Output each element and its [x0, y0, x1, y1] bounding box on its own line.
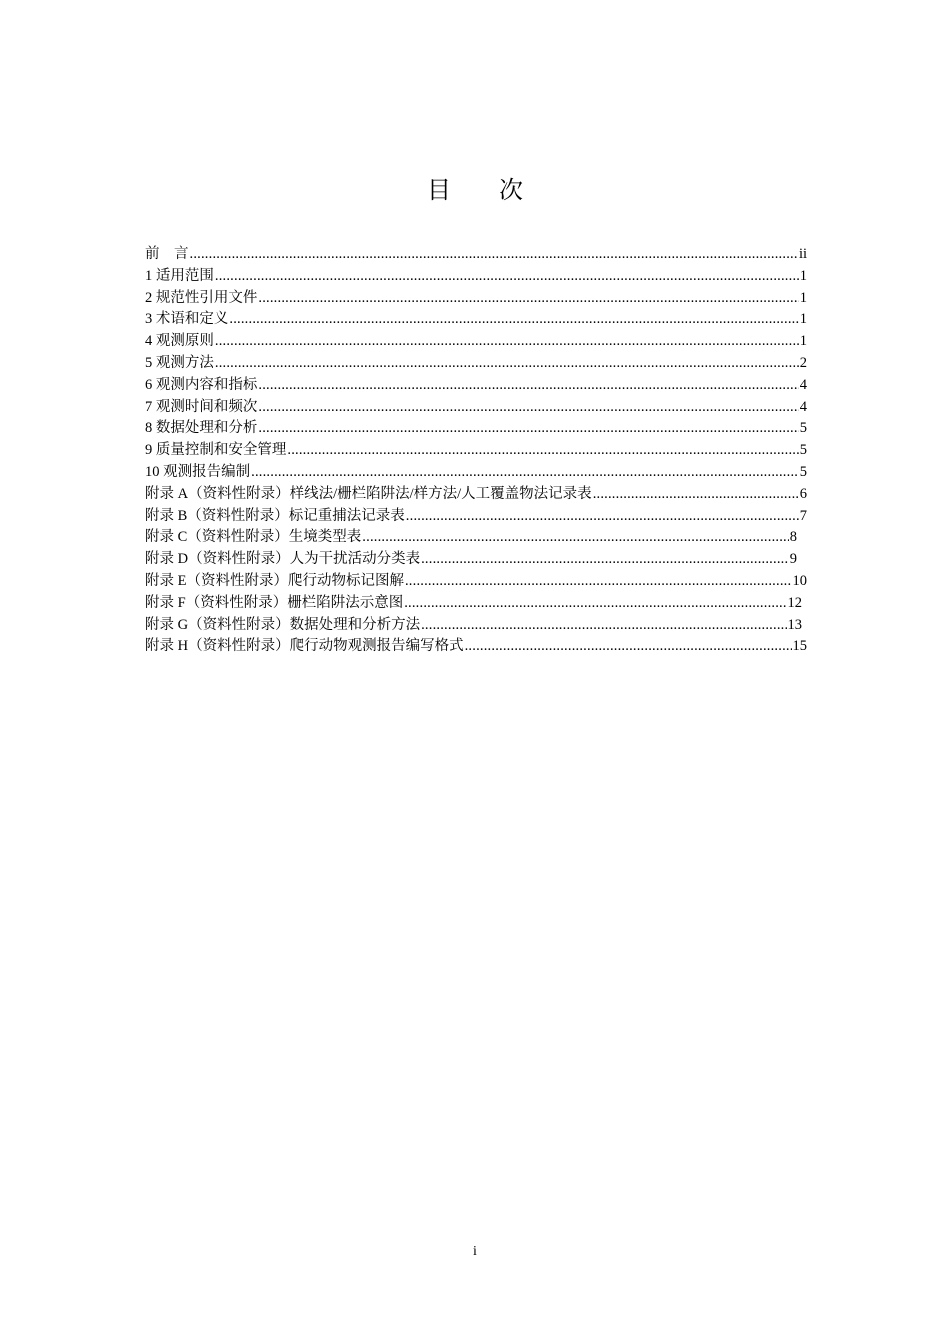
toc-entry-page: 5 [799, 420, 807, 437]
toc-entry-label: 附录 B（资料性附录）标记重捕法记录表 [145, 507, 405, 524]
toc-dot-leader [190, 244, 798, 266]
toc-entry-page: 1 [799, 311, 807, 328]
toc-entry-page: 7 [799, 507, 807, 524]
toc-dot-leader [215, 331, 799, 353]
toc-entry-label: 9 质量控制和安全管理 [145, 442, 287, 459]
toc-entry-6[interactable] [145, 375, 807, 397]
toc-entry-4[interactable] [145, 331, 807, 353]
toc-entry-1[interactable] [145, 266, 807, 288]
toc-entry-label: 2 规范性引用文件 [145, 289, 258, 306]
toc-entry-label: 附录 D（资料性附录）人为干扰活动分类表 [145, 551, 421, 568]
page-number: i [473, 1244, 477, 1259]
toc-entry-page: 12 [787, 594, 802, 611]
toc-entry-page: 1 [799, 267, 807, 284]
toc-entry-appendix-b[interactable] [145, 506, 807, 528]
toc-entry-2[interactable] [145, 288, 807, 310]
toc-entry-label: 附录 G（资料性附录）数据处理和分析方法 [145, 616, 421, 633]
toc-entry-page: ii [798, 246, 807, 262]
toc-entry-label: 附录 C（资料性附录）生境类型表 [145, 529, 362, 546]
toc-entry-3[interactable] [145, 309, 807, 331]
toc-entry-label: 6 观测内容和指标 [145, 376, 258, 393]
toc-dot-leader [215, 353, 799, 375]
title-char-2: 次 [499, 176, 523, 204]
toc-entry-label: 4 观测原则 [145, 333, 214, 350]
table-of-contents [145, 244, 807, 658]
toc-entry-page: 5 [799, 463, 807, 480]
toc-entry-page: 9 [789, 551, 797, 568]
toc-dot-leader [465, 636, 792, 658]
toc-entry-7[interactable] [145, 397, 807, 419]
toc-entry-label: 前 言 [145, 246, 189, 262]
toc-entry-label: 附录 H（资料性附录）爬行动物观测报告编写格式 [145, 638, 464, 655]
toc-dot-leader [258, 375, 798, 397]
toc-entry-page: 4 [799, 376, 807, 393]
toc-dot-leader [258, 288, 798, 310]
toc-entry-page: 4 [799, 398, 807, 415]
toc-dot-leader [362, 527, 788, 549]
toc-entry-page: 6 [799, 485, 807, 502]
toc-entry-appendix-e[interactable] [145, 571, 807, 593]
toc-dot-leader [287, 440, 798, 462]
toc-dot-leader [404, 593, 786, 615]
toc-dot-leader [406, 506, 799, 528]
toc-entry-label: 附录 E（资料性附录）爬行动物标记图解 [145, 572, 404, 589]
toc-entry-label: 8 数据处理和分析 [145, 420, 258, 437]
toc-entry-page: 8 [789, 529, 797, 546]
toc-entry-page: 5 [799, 442, 807, 459]
toc-dot-leader [258, 397, 798, 419]
toc-dot-leader [215, 266, 799, 288]
toc-entry-label: 附录 F（资料性附录）栅栏陷阱法示意图 [145, 594, 404, 611]
toc-entry-label: 3 术语和定义 [145, 311, 229, 328]
toc-dot-leader [593, 484, 799, 506]
toc-dot-leader [229, 309, 798, 331]
toc-dot-leader [405, 571, 792, 593]
toc-entry-8[interactable] [145, 418, 807, 440]
toc-entry-page: 15 [792, 638, 807, 655]
toc-entry-9[interactable] [145, 440, 807, 462]
toc-entry-page: 1 [799, 289, 807, 306]
toc-dot-leader [421, 549, 789, 571]
toc-entry-label: 7 观测时间和频次 [145, 398, 258, 415]
toc-entry-page: 13 [787, 616, 802, 633]
toc-entry-appendix-h[interactable] [145, 636, 807, 658]
toc-entry-appendix-d[interactable] [145, 549, 797, 571]
toc-entry-label: 附录 A（资料性附录）样线法/栅栏陷阱法/样方法/人工覆盖物法记录表 [145, 485, 592, 502]
page-title [0, 172, 950, 208]
toc-entry-label: 1 适用范围 [145, 267, 214, 284]
toc-entry-appendix-c[interactable] [145, 527, 797, 549]
toc-entry-label: 5 观测方法 [145, 354, 214, 371]
toc-entry-page: 10 [792, 572, 807, 589]
title-char-1: 目 [427, 176, 451, 204]
toc-entry-page: 2 [799, 354, 807, 371]
toc-entry-foreword[interactable] [145, 244, 807, 266]
toc-entry-page: 1 [799, 333, 807, 350]
toc-entry-appendix-g[interactable] [145, 615, 802, 637]
toc-entry-label: 10 观测报告编制 [145, 463, 251, 480]
toc-entry-5[interactable] [145, 353, 807, 375]
toc-entry-appendix-f[interactable] [145, 593, 802, 615]
toc-entry-10[interactable] [145, 462, 807, 484]
toc-entry-appendix-a[interactable] [145, 484, 807, 506]
toc-dot-leader [421, 615, 786, 637]
toc-dot-leader [251, 462, 799, 484]
toc-dot-leader [258, 418, 798, 440]
